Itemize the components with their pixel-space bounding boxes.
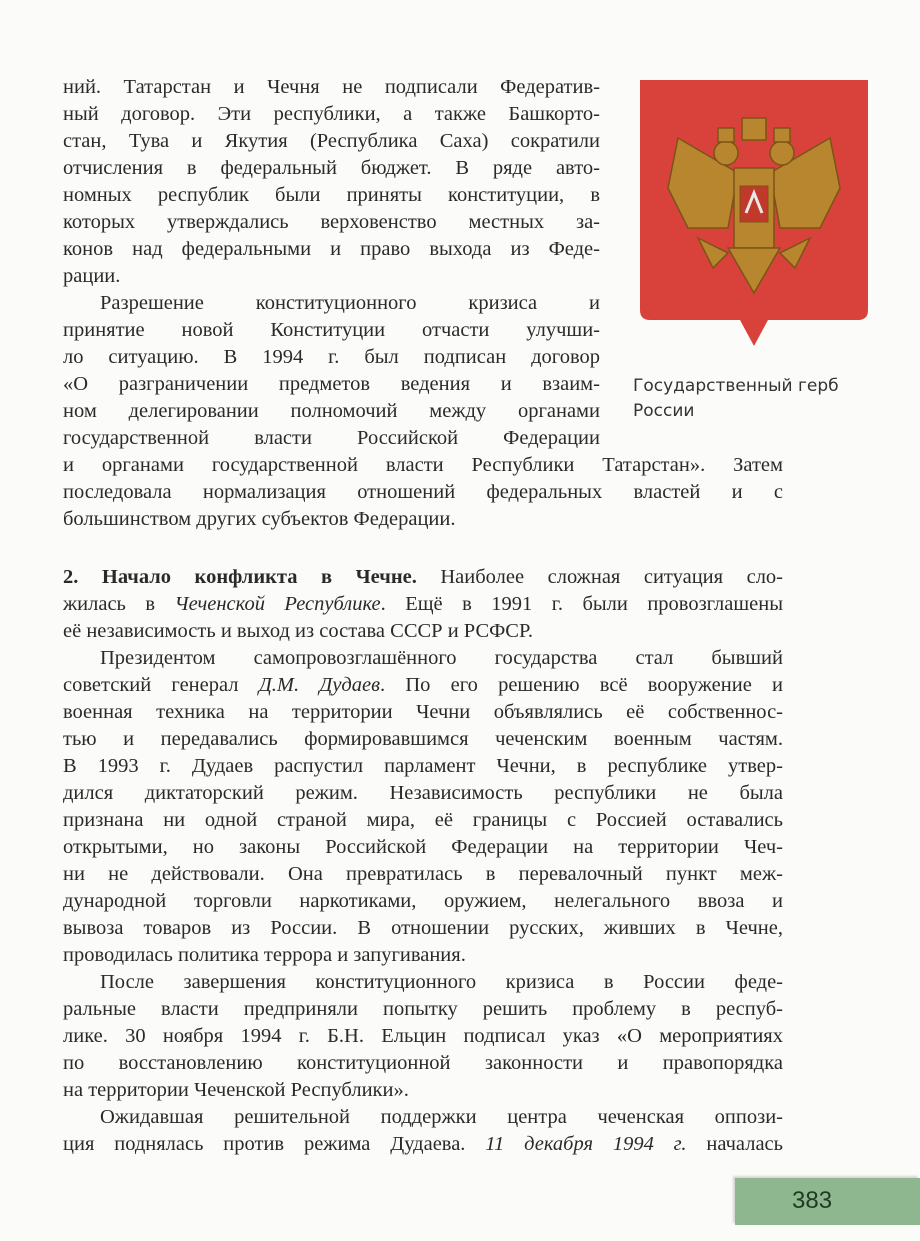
text-line (63, 74, 600, 101)
text-line (63, 1131, 783, 1158)
text-segment: началась (686, 1133, 783, 1155)
text-segment: советский генерал (63, 674, 259, 696)
text-segment: «О разграничении предметов ведения и взаим- (63, 373, 600, 395)
text-line (63, 398, 600, 425)
text-segment: ни не действовали. Она превратилась в перевалочный пункт меж- (63, 863, 783, 885)
text-line (63, 452, 783, 479)
section-heading: 2. Начало конфликта в Чечне. (63, 566, 417, 588)
text-segment: Президентом самопровозглашённого государства стал бывший (100, 647, 783, 669)
text-line (63, 155, 600, 182)
text-segment: открытыми, но законы Российской Федерации на территории Чеч- (63, 836, 783, 858)
text-line (63, 236, 600, 263)
text-segment: конов над федеральными и право выхода из Феде- (63, 238, 600, 260)
text-line (63, 344, 600, 371)
text-line (63, 101, 600, 128)
text-segment: военная техника на территории Чечни объявлялись её собственнос- (63, 701, 783, 723)
text-segment: жилась в (63, 593, 175, 615)
text-segment: последовала нормализация отношений федеральных властей и с (63, 481, 783, 503)
coat-of-arms-image (638, 78, 870, 350)
text-line (63, 888, 783, 915)
text-line (63, 915, 783, 942)
text-segment: по восстановлению конституционной законности и правопорядка (63, 1052, 783, 1074)
text-segment: лике. 30 ноября 1994 г. Б.Н. Ельцин подписал указ «О мероприятиях (63, 1025, 783, 1047)
text-segment: После завершения конституционного кризиса в России феде- (100, 971, 783, 993)
text-line (63, 479, 783, 506)
text-line (63, 807, 783, 834)
text-line (63, 1104, 783, 1131)
text-line (63, 425, 600, 452)
text-line (63, 1077, 783, 1104)
text-segment: стан, Тува и Якутия (Республика Саха) сократили (63, 130, 600, 152)
text-segment: проводилась политика террора и запугивания. (63, 944, 466, 966)
text-segment: ний. Татарстан и Чечня не подписали Федератив- (63, 76, 600, 98)
text-line (63, 209, 600, 236)
text-segment: В 1993 г. Дудаев распустил парламент Чечни, в республике утвер- (63, 755, 783, 777)
text-segment: и органами государственной власти Республики Татарстан». Затем (63, 454, 783, 476)
text-segment: ральные власти предприняли попытку решить проблему в респуб- (63, 998, 783, 1020)
text-line (63, 263, 600, 290)
text-line (63, 1023, 783, 1050)
text-segment: номных республик были приняты конституции, в (63, 184, 600, 206)
section-heading-line (63, 564, 783, 591)
text-segment: ном делегировании полномочий между органами (63, 400, 600, 422)
text-segment: которых утверждались верховенство местных за- (63, 211, 600, 233)
text-line (63, 996, 783, 1023)
text-segment: ло ситуацию. В 1994 г. был подписан договор (63, 346, 600, 368)
text-line (63, 618, 783, 645)
text-line (63, 128, 600, 155)
text-segment: признана ни одной страной мира, её границы с Россией оставались (63, 809, 783, 831)
text-segment: рации. (63, 265, 121, 287)
text-line (63, 591, 783, 618)
text-segment: большинством других субъектов Федерации. (63, 508, 456, 530)
text-segment: принятие новой Конституции отчасти улучши- (63, 319, 600, 341)
text-segment: на территории Чеченской Республики». (63, 1079, 409, 1101)
text-segment: ция поднялась против режима Дудаева. (63, 1133, 486, 1155)
italic-term: 11 декабря 1994 г. (485, 1133, 687, 1155)
text-line (63, 290, 600, 317)
text-line (63, 645, 783, 672)
text-segment: Разрешение конституционного кризиса и (100, 292, 600, 314)
text-line (63, 317, 600, 344)
page-number-tab (735, 1178, 920, 1225)
caption-line: Государственный герб (633, 376, 839, 396)
figure-caption (633, 374, 839, 424)
text-line (63, 182, 600, 209)
text-segment: ный договор. Эти республики, а также Башкорто- (63, 103, 600, 125)
text-line (63, 834, 783, 861)
text-line (63, 969, 783, 996)
text-line (63, 1050, 783, 1077)
text-line (63, 672, 783, 699)
text-segment: Ожидавшая решительной поддержки центра чеченская оппози- (100, 1106, 783, 1128)
text-segment: дился диктаторский режим. Независимость республики не была (63, 782, 783, 804)
text-segment: тью и передавались формировавшимся чеченским военным частям. (63, 728, 783, 750)
text-segment: . Ещё в 1991 г. были провозглашены (380, 593, 783, 615)
text-segment: . По его решению всё вооружение и (380, 674, 783, 696)
text-line (63, 942, 783, 969)
text-segment: вывоза товаров из России. В отношении русских, живших в Чечне, (63, 917, 783, 939)
text-line (63, 753, 783, 780)
text-line (63, 780, 783, 807)
page-number: 383 (792, 1187, 833, 1214)
text-segment: государственной власти Российской Федерации (63, 427, 600, 449)
text-segment: её независимость и выход из состава СССР и РСФСР. (63, 620, 533, 642)
text-line (63, 726, 783, 753)
text-segment: Наиболее сложная ситуация сло- (416, 566, 784, 588)
text-line (63, 861, 783, 888)
text-segment: отчисления в федеральный бюджет. В ряде авто- (63, 157, 600, 179)
italic-term: Д.М. Дудаев (258, 674, 381, 696)
italic-term: Чеченской Республике (174, 593, 381, 615)
caption-line: России (633, 401, 695, 421)
text-line (63, 506, 783, 533)
text-segment: дународной торговли наркотиками, оружием, нелегального ввоза и (63, 890, 783, 912)
text-line (63, 371, 600, 398)
text-line (63, 699, 783, 726)
